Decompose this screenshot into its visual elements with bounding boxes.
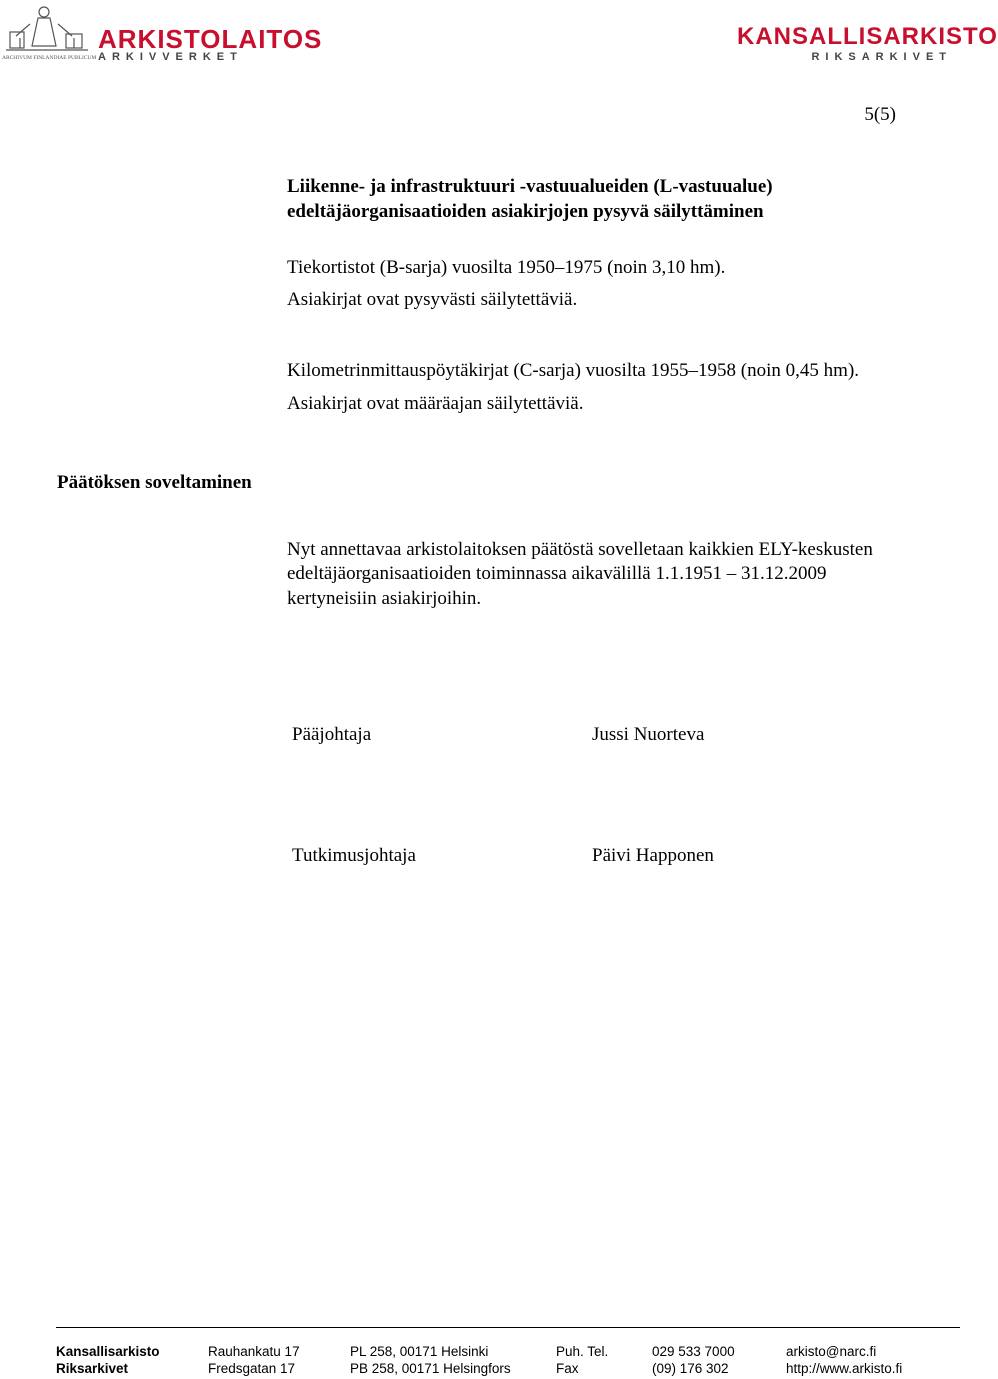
signature-title-2: Tutkimusjohtaja [292, 845, 416, 866]
footer-street-address: Rauhankatu 17 [208, 1344, 300, 1359]
paragraph-b-series-line-1: Tiekortistot (B-sarja) vuosilta 1950–1975 (noin 3,10 hm). [287, 257, 726, 278]
footer-postal-address-sv: PB 258, 00171 Helsingfors [350, 1361, 511, 1376]
footer-org-name-sv: Riksarkivet [56, 1361, 129, 1376]
footer-row-swedish [56, 1360, 960, 1377]
section-heading-line-1: Liikenne- ja infrastruktuuri -vastuualueiden (L-vastuualue) [287, 176, 773, 197]
footer-email-link[interactable]: arkisto@narc.fi [786, 1344, 877, 1359]
application-heading: Päätöksen soveltaminen [57, 472, 252, 493]
section-heading-line-2: edeltäjäorganisaatioiden asiakirjojen pysyvä säilyttäminen [287, 201, 764, 222]
footer-row-finnish [56, 1343, 960, 1360]
footer-postal-address: PL 258, 00171 Helsinki [350, 1344, 489, 1359]
footer-fax-label: Fax [556, 1361, 579, 1376]
footer-divider [56, 1327, 960, 1328]
kansallisarkisto-logo-name: KANSALLISARKISTO [737, 23, 998, 50]
footer-contact-info [56, 1343, 960, 1377]
signature-name-1: Jussi Nuorteva [592, 724, 705, 745]
application-line-2: edeltäjäorganisaatioiden toiminnassa aikavälillä 1.1.1951 – 31.12.2009 [287, 563, 827, 584]
arkistolaitos-logo [2, 2, 323, 66]
paragraph-c-series-line-1: Kilometrinmittauspöytäkirjat (C-sarja) vuosilta 1955–1958 (noin 0,45 hm). [287, 360, 860, 381]
footer-phone-label: Puh. Tel. [556, 1344, 609, 1359]
kansallisarkisto-logo [737, 23, 998, 64]
footer-website-link[interactable]: http://www.arkisto.fi [786, 1361, 903, 1376]
footer-street-address-sv: Fredsgatan 17 [208, 1361, 296, 1376]
footer-phone-number: 029 533 7000 [652, 1344, 735, 1359]
footer-org-name: Kansallisarkisto [56, 1344, 160, 1359]
arkistolaitos-logo-name: ARKISTOLAITOS [98, 24, 323, 54]
arkistolaitos-logo-subname: ARKIVVERKET [98, 51, 243, 63]
signature-name-2: Päivi Happonen [592, 845, 714, 866]
arkistolaitos-logo-motto: ARCHIVUM FINLANDIAE PUBLICUM [2, 55, 97, 61]
kansallisarkisto-logo-subname: RIKSARKIVET [811, 51, 952, 63]
paragraph-b-series-line-2: Asiakirjat ovat pysyvästi säilytettäviä. [287, 289, 578, 310]
signature-title-1: Pääjohtaja [292, 724, 372, 745]
application-line-3: kertyneisiin asiakirjoihin. [287, 588, 482, 609]
footer-fax-number: (09) 176 302 [652, 1361, 729, 1376]
application-line-1: Nyt annettavaa arkistolaitoksen päätöstä sovelletaan kaikkien ELY-keskusten [287, 539, 873, 560]
page-number: 5(5) [864, 104, 896, 125]
paragraph-c-series-line-2: Asiakirjat ovat määräajan säilytettäviä. [287, 393, 584, 414]
